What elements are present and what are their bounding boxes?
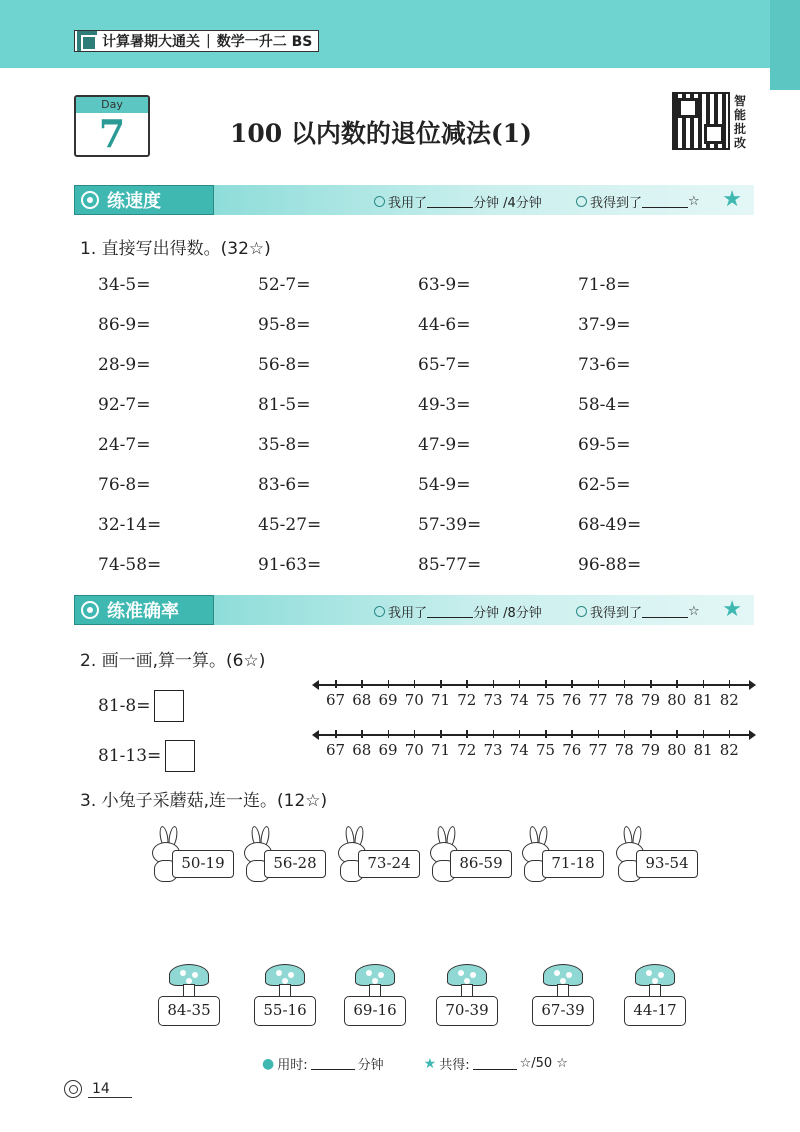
day-tag: Day: [76, 97, 148, 113]
nl-tick: 69: [379, 684, 405, 714]
nl-tick: 80: [667, 734, 693, 764]
score-field: [576, 602, 700, 621]
calc-item[interactable]: 68-49=: [578, 515, 642, 535]
nl-tick: 75: [536, 734, 562, 764]
score-blank[interactable]: [642, 606, 688, 618]
time-prefix: 我用了: [388, 196, 428, 211]
calc-row: [98, 272, 738, 312]
calc-item[interactable]: 28-9=: [98, 355, 151, 375]
calc-item[interactable]: 69-5=: [578, 435, 631, 455]
score-suffix: ☆: [688, 604, 700, 619]
stopwatch-icon: [81, 191, 99, 209]
calc-row: [98, 392, 738, 432]
calc-row: [98, 352, 738, 392]
day-number: 7: [98, 111, 126, 156]
rabbit-card[interactable]: [610, 828, 702, 884]
section-accuracy-label: 练准确率: [107, 601, 179, 622]
calc-item[interactable]: 35-8=: [258, 435, 311, 455]
star-icon: ★: [722, 187, 742, 212]
page-number: 14: [88, 1081, 132, 1098]
rabbit-expression: 56-28: [264, 850, 326, 878]
time-prefix: 我用了: [388, 606, 428, 621]
footer-tally: [262, 1054, 568, 1073]
nl-tick: 73: [484, 734, 510, 764]
nl-tick: 70: [405, 684, 431, 714]
number-line-ticks: [326, 734, 746, 764]
calc-item[interactable]: 62-5=: [578, 475, 631, 495]
calc-item[interactable]: 76-8=: [98, 475, 151, 495]
mushroom-icon: [543, 964, 583, 986]
qr-code-icon[interactable]: [672, 92, 730, 150]
calc-item[interactable]: 63-9=: [418, 275, 471, 295]
calc-item[interactable]: 34-5=: [98, 275, 151, 295]
nl-tick: 70: [405, 734, 431, 764]
mushroom-expression: 44-17: [624, 996, 686, 1026]
nl-tick: 71: [431, 734, 457, 764]
mushroom-card[interactable]: [622, 964, 688, 1030]
calc-item[interactable]: 65-7=: [418, 355, 471, 375]
rabbit-card[interactable]: [332, 828, 424, 884]
header-separator: |: [206, 33, 211, 49]
number-line-row: [98, 734, 758, 770]
calc-item[interactable]: 54-9=: [418, 475, 471, 495]
score-suffix: ☆: [688, 194, 700, 209]
rabbit-card[interactable]: [146, 828, 238, 884]
question-3-heading: 3. 小兔子采蘑菇,连一连。(12☆): [80, 791, 328, 811]
rabbit-card[interactable]: [516, 828, 608, 884]
nl-tick: 79: [641, 684, 667, 714]
calc-item[interactable]: 86-9=: [98, 315, 151, 335]
score-prefix: 我得到了: [590, 606, 643, 621]
nl-tick: 80: [667, 684, 693, 714]
nl-tick: 77: [589, 684, 615, 714]
mushroom-expression: 55-16: [254, 996, 316, 1026]
nl-tick: 78: [615, 734, 641, 764]
nl-tick: 71: [431, 684, 457, 714]
calc-item[interactable]: 44-6=: [418, 315, 471, 335]
mushroom-expression: 70-39: [436, 996, 498, 1026]
page-title: 100 以内数的退位减法(1): [230, 119, 532, 148]
subject-label: 数学一升二 BS: [216, 34, 313, 50]
nl-tick: 81: [694, 684, 720, 714]
footer-time-blank[interactable]: [311, 1058, 355, 1070]
calc-row: [98, 512, 738, 552]
time-blank[interactable]: [427, 606, 473, 618]
mushroom-card[interactable]: [252, 964, 318, 1030]
footer-time-unit: 分钟: [357, 1058, 384, 1073]
calc-item[interactable]: 71-8=: [578, 275, 631, 295]
time-suffix: 分钟 /8分钟: [473, 606, 542, 621]
footer-total-suffix: ☆/50 ☆: [519, 1056, 568, 1071]
calc-item[interactable]: 56-8=: [258, 355, 311, 375]
nl-tick: 72: [457, 684, 483, 714]
mushroom-icon: [355, 964, 395, 986]
rabbit-expression: 86-59: [450, 850, 512, 878]
page-number-area: [64, 1080, 132, 1098]
rabbit-row: [146, 828, 716, 888]
calc-item[interactable]: 95-8=: [258, 315, 311, 335]
nl-tick: 67: [326, 684, 352, 714]
nl-tick: 73: [484, 684, 510, 714]
rabbit-expression: 73-24: [358, 850, 420, 878]
time-used-field: [374, 192, 542, 211]
nl-tick: 74: [510, 684, 536, 714]
rabbit-expression: 93-54: [636, 850, 698, 878]
mushroom-expression: 67-39: [532, 996, 594, 1026]
calc-item[interactable]: 92-7=: [98, 395, 151, 415]
check-icon: [576, 606, 587, 617]
nl-tick: 76: [562, 684, 588, 714]
mushroom-icon: [265, 964, 305, 986]
calc-item[interactable]: 45-27=: [258, 515, 322, 535]
calc-item[interactable]: 24-7=: [98, 435, 151, 455]
rabbit-card[interactable]: [424, 828, 516, 884]
question-2-heading: 2. 画一画,算一算。(6☆): [80, 651, 266, 671]
mushroom-card[interactable]: [156, 964, 222, 1030]
rabbit-expression: 71-18: [542, 850, 604, 878]
nl-tick: 76: [562, 734, 588, 764]
calc-item[interactable]: 58-4=: [578, 395, 631, 415]
nl-tick: 75: [536, 684, 562, 714]
calc-item[interactable]: 49-3=: [418, 395, 471, 415]
star-icon: ★: [423, 1055, 437, 1072]
mushroom-icon: [169, 964, 209, 986]
series-header: [74, 30, 319, 52]
mushroom-card[interactable]: [434, 964, 500, 1030]
number-line-ticks: [326, 684, 746, 714]
question-1-heading: 1. 直接写出得数。(32☆): [80, 239, 271, 259]
calc-row: [98, 432, 738, 472]
calc-row: [98, 472, 738, 512]
section-accuracy-title: [74, 595, 214, 625]
footer-time-label: 用时:: [277, 1058, 308, 1073]
section-accuracy-bar: [74, 595, 754, 625]
nl-tick: 68: [352, 684, 378, 714]
mushroom-expression: 84-35: [158, 996, 220, 1026]
nl-tick: 78: [615, 684, 641, 714]
time-blank[interactable]: [427, 196, 473, 208]
nl-tick: 82: [720, 734, 746, 764]
qr-label: 智能批改: [734, 94, 747, 150]
nl-expr-text: 81-13=: [98, 746, 162, 766]
calc-item[interactable]: 81-5=: [258, 395, 311, 415]
section-speed-bar: [74, 185, 754, 215]
section-speed-label: 练速度: [107, 191, 161, 212]
nl-tick: 74: [510, 734, 536, 764]
mushroom-card[interactable]: [342, 964, 408, 1030]
calc-item[interactable]: 96-88=: [578, 555, 642, 575]
score-blank[interactable]: [642, 196, 688, 208]
answer-box[interactable]: [165, 740, 195, 772]
calc-item[interactable]: 52-7=: [258, 275, 311, 295]
section-speed-title: [74, 185, 214, 215]
rabbit-expression: 50-19: [172, 850, 234, 878]
nl-tick: 77: [589, 734, 615, 764]
calc-item[interactable]: 47-9=: [418, 435, 471, 455]
time-suffix: 分钟 /4分钟: [473, 196, 542, 211]
clock-icon: [374, 196, 385, 207]
nl-expr-text: 81-8=: [98, 696, 151, 716]
nl-tick: 69: [379, 734, 405, 764]
answer-box[interactable]: [154, 690, 184, 722]
mushroom-icon: [635, 964, 675, 986]
calc-item[interactable]: 85-77=: [418, 555, 482, 575]
calc-item[interactable]: 37-9=: [578, 315, 631, 335]
nl-tick: 82: [720, 684, 746, 714]
number-line-row: [98, 684, 758, 720]
target-icon: [81, 601, 99, 619]
timer-icon: ●: [262, 1055, 275, 1072]
calc-item[interactable]: 83-6=: [258, 475, 311, 495]
footer-total-label: 共得:: [439, 1058, 470, 1073]
nl-expression: [98, 740, 195, 772]
nl-tick: 81: [694, 734, 720, 764]
nl-tick: 68: [352, 734, 378, 764]
series-title: 计算暑期大通关: [102, 34, 200, 50]
calc-item[interactable]: 32-14=: [98, 515, 162, 535]
mushroom-row: [156, 964, 716, 1032]
mushroom-card[interactable]: [530, 964, 596, 1030]
calc-item[interactable]: 74-58=: [98, 555, 162, 575]
check-icon: [576, 196, 587, 207]
nl-tick: 79: [641, 734, 667, 764]
star-icon: ★: [722, 597, 742, 622]
calc-item[interactable]: 91-63=: [258, 555, 322, 575]
score-field: [576, 192, 700, 211]
day-calendar-badge: [74, 95, 150, 157]
time-used-field: [374, 602, 542, 621]
rabbit-card[interactable]: [238, 828, 330, 884]
nl-tick: 67: [326, 734, 352, 764]
sun-icon: [64, 1080, 82, 1098]
calc-row: [98, 552, 738, 592]
calc-item[interactable]: 73-6=: [578, 355, 631, 375]
calc-grid: [98, 272, 738, 592]
book-icon: [77, 31, 97, 51]
nl-tick: 72: [457, 734, 483, 764]
mushroom-expression: 69-16: [344, 996, 406, 1026]
calc-row: [98, 312, 738, 352]
clock-icon: [374, 606, 385, 617]
score-prefix: 我得到了: [590, 196, 643, 211]
nl-expression: [98, 690, 184, 722]
mushroom-icon: [447, 964, 487, 986]
calc-item[interactable]: 57-39=: [418, 515, 482, 535]
footer-total-blank[interactable]: [473, 1058, 517, 1070]
